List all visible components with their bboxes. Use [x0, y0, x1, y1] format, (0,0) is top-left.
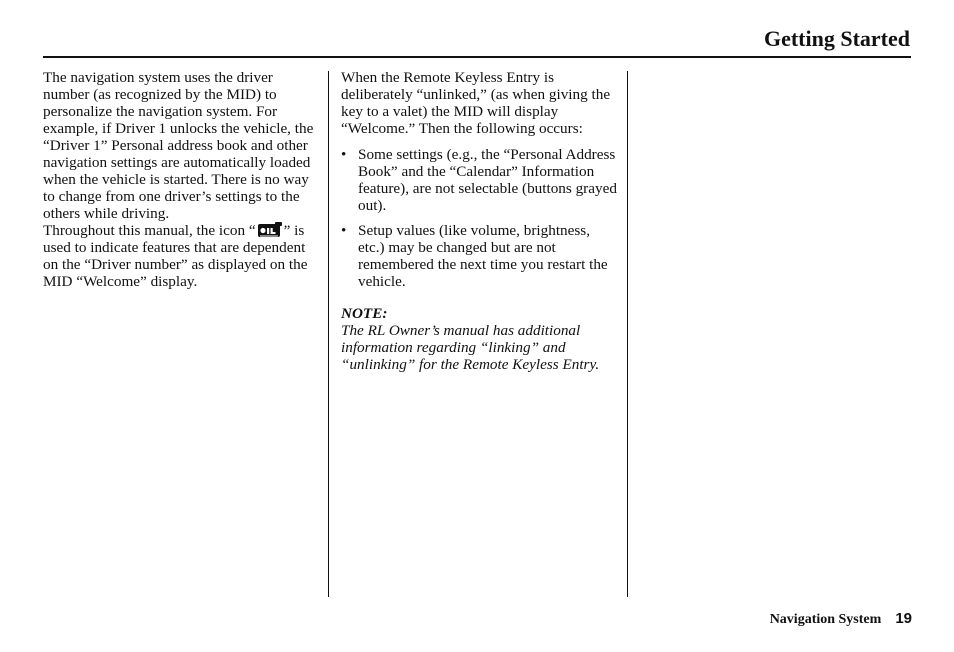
- icon-explanation-text-end: ” is used to indicate features that are dependent on the “Driver number” as displayed on the MID “Welcome” display.: [43, 222, 308, 290]
- note-block: [341, 305, 617, 373]
- bullet-glyph: •: [341, 146, 347, 163]
- list-item: [341, 146, 617, 214]
- consequences-list: [341, 146, 617, 290]
- unlinked-intro-paragraph: When the Remote Keyless Entry is deliberately “unlinked,” (as when giving the key to a valet) the MID will display “Welcome.” Then the following occurs:: [341, 69, 611, 137]
- icon-explanation-text-start: Throughout this manual, the icon “: [43, 222, 256, 239]
- header-divider: [43, 56, 911, 58]
- page-footer: [770, 610, 912, 629]
- column-divider-left: [328, 71, 329, 597]
- intro-paragraph: The navigation system uses the driver number (as recognized by the MID) to personalize the navigation system. For example, if Driver 1 unlocks the vehicle, the “Driver 1” Personal address book and other navigation settings are automatically loaded when the vehicle is started. There is no way to change from one driver’s settings to the others while driving.: [43, 69, 314, 222]
- page-title: Getting Started: [763, 26, 910, 51]
- note-text: The RL Owner’s manual has additional information regarding “linking” and “unlinking” for the Remote Keyless Entry.: [341, 322, 600, 373]
- list-item-text: Some settings (e.g., the “Personal Address Book” and the “Calendar” Information feature), are not selectable (buttons grayed out).: [358, 146, 617, 214]
- note-heading: NOTE:: [341, 305, 388, 322]
- bullet-glyph: •: [341, 222, 347, 239]
- list-item: [341, 222, 617, 290]
- column-divider-right: [627, 71, 628, 597]
- column-middle: [341, 69, 617, 373]
- column-left: [43, 69, 319, 290]
- icon-explanation-paragraph: [43, 222, 319, 290]
- footer-section-label: Navigation System: [769, 612, 882, 627]
- driver-number-icon: [257, 222, 283, 238]
- page-number: 19: [895, 610, 912, 627]
- list-item-text: Setup values (like volume, brightness, etc.) may be changed but are not remembered the next time you restart the vehicle.: [358, 222, 608, 290]
